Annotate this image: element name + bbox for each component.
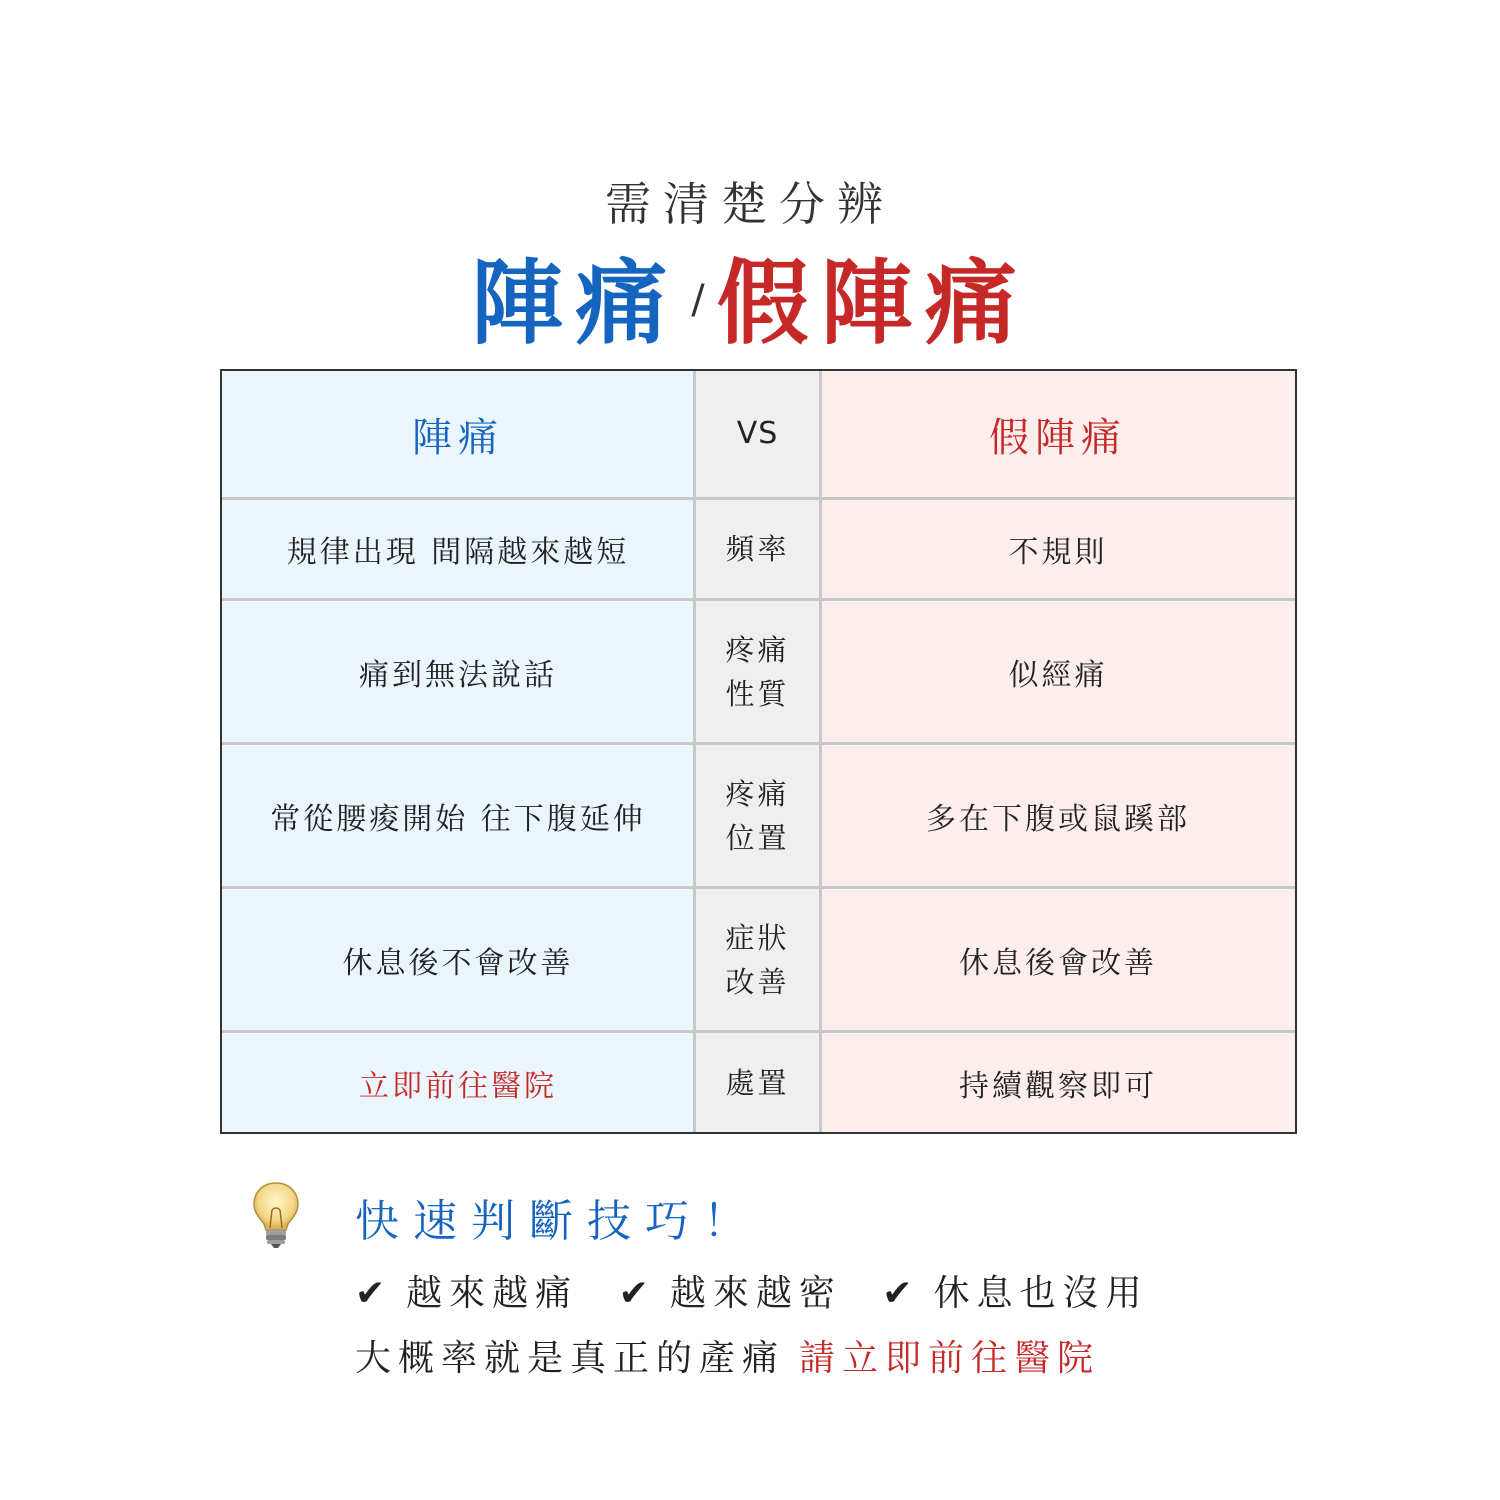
comparison-table — [220, 369, 1297, 1134]
cell-labor: 規律出現 間隔越來越短 — [286, 535, 630, 570]
check-icon: ✔ — [618, 1273, 656, 1314]
conclusion-text: 大概率就是真正的產痛 — [355, 1338, 786, 1379]
action-text: 請立即前往醫院 — [799, 1338, 1101, 1379]
tip-conclusion — [355, 1330, 1100, 1381]
cell-criterion: 疼痛 位置 — [725, 776, 790, 855]
cell-criterion: 症狀 改善 — [725, 920, 790, 999]
header-labor: 陣痛 — [412, 414, 504, 461]
header-vs: VS — [736, 416, 779, 451]
cell-false-labor: 似經痛 — [1008, 657, 1108, 693]
title-labor-pain: 陣痛 — [471, 250, 680, 357]
cell-criterion: 頻率 — [725, 532, 790, 566]
subtitle: 需清楚分辨 — [605, 177, 895, 231]
cell-false-labor: 多在下腹或鼠蹊部 — [926, 801, 1190, 837]
cell-criterion: 處置 — [725, 1065, 790, 1100]
check-icon: ✔ — [355, 1273, 393, 1314]
cell-labor: 痛到無法說話 — [359, 657, 557, 693]
check-icon: ✔ — [882, 1273, 920, 1314]
cell-labor-action: 立即前往醫院 — [359, 1068, 557, 1104]
header-false-labor: 假陣痛 — [989, 414, 1127, 461]
check-item: 休息也沒用 — [933, 1273, 1149, 1314]
check-item: 越來越密 — [669, 1273, 842, 1314]
cell-false-labor: 不規則 — [1008, 535, 1108, 570]
cell-false-labor: 休息後會改善 — [959, 945, 1157, 981]
tip-checklist — [355, 1265, 1170, 1316]
main-title — [0, 245, 1500, 359]
title-false-labor: 假陣痛 — [716, 250, 1029, 357]
cell-labor: 休息後不會改善 — [342, 945, 574, 981]
cell-criterion: 疼痛 性質 — [725, 632, 790, 711]
cell-false-labor: 持續觀察即可 — [959, 1068, 1157, 1104]
title-separator: / — [691, 277, 705, 323]
cell-labor: 常從腰痠開始 往下腹延伸 — [270, 801, 646, 837]
check-item: 越來越痛 — [406, 1273, 579, 1314]
lightbulb-icon — [250, 1180, 302, 1250]
tip-title: 快速判斷技巧！ — [355, 1196, 761, 1247]
